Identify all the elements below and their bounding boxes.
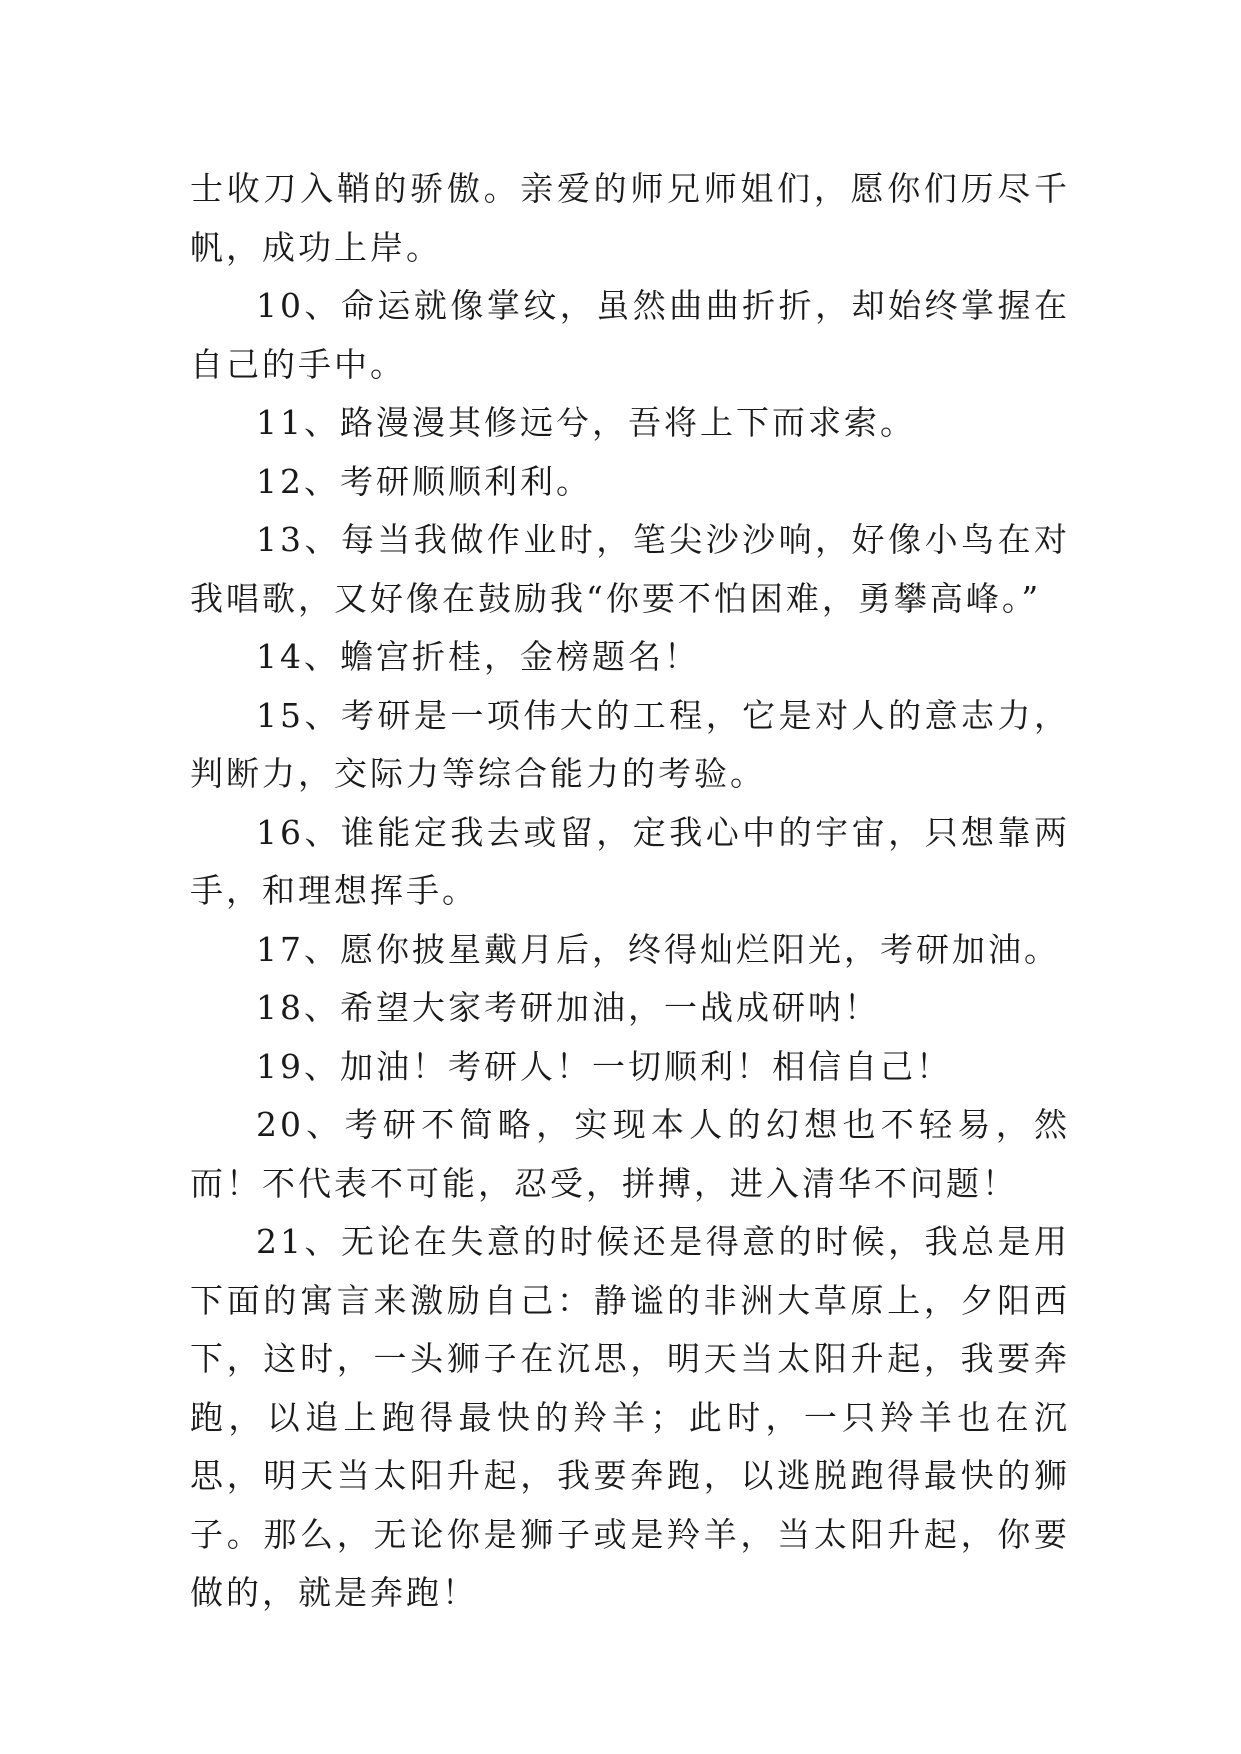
paragraph-item-18: 18、希望大家考研加油，一战成研呐！ [256, 988, 880, 1027]
document-body [190, 160, 1070, 1623]
paragraph-item-11: 11、路漫漫其修远兮，吾将上下而求索。 [256, 403, 916, 442]
paragraph-item-17: 17、愿你披星戴月后，终得灿烂阳光，考研加油。 [256, 929, 1060, 969]
paragraph-item-10: 10、命运就像掌纹，虽然曲曲折折，却始终掌握在自己的手中。 [190, 286, 1070, 384]
paragraph-item-16: 16、谁能定我去或留，定我心中的宇宙，只想靠两手，和理想挥手。 [190, 812, 1070, 910]
paragraph-item-13: 13、每当我做作业时，笔尖沙沙响，好像小鸟在对我唱歌，又好像在鼓励我“你要不怕困难，勇攀高峰。” [190, 520, 1070, 618]
paragraph-item-20: 20、考研不简略，实现本人的幻想也不轻易，然而！不代表不可能，忍受，拼搏，进入清华不问题！ [190, 1105, 1070, 1203]
paragraph-item-21: 21、无论在失意的时候还是得意的时候，我总是用下面的寓言来激励自己：静谧的非洲大草原上，夕阳西下，这时，一头狮子在沉思，明天当太阳升起，我要奔跑，以追上跑得最快的羚羊；此时，一只羚羊也在沉思，明天当太阳升起，我要奔跑，以逃脱跑得最快的狮子。那么，无论你是狮子或是羚羊，当太阳升起，你要做的，就是奔跑！ [190, 1222, 1070, 1612]
paragraph-item-14: 14、蟾宫折桂，金榜题名！ [256, 637, 700, 676]
paragraph-item-19: 19、加油！考研人！一切顺利！相信自己！ [256, 1046, 952, 1086]
paragraph-item-15: 15、考研是一项伟大的工程，它是对人的意志力，判断力，交际力等综合能力的考验。 [190, 695, 1070, 793]
paragraph-item-12: 12、考研顺顺利利。 [256, 461, 592, 501]
paragraph-continuation: 士收刀入鞘的骄傲。亲爱的师兄师姐们，愿你们历尽千帆，成功上岸。 [190, 169, 1070, 267]
